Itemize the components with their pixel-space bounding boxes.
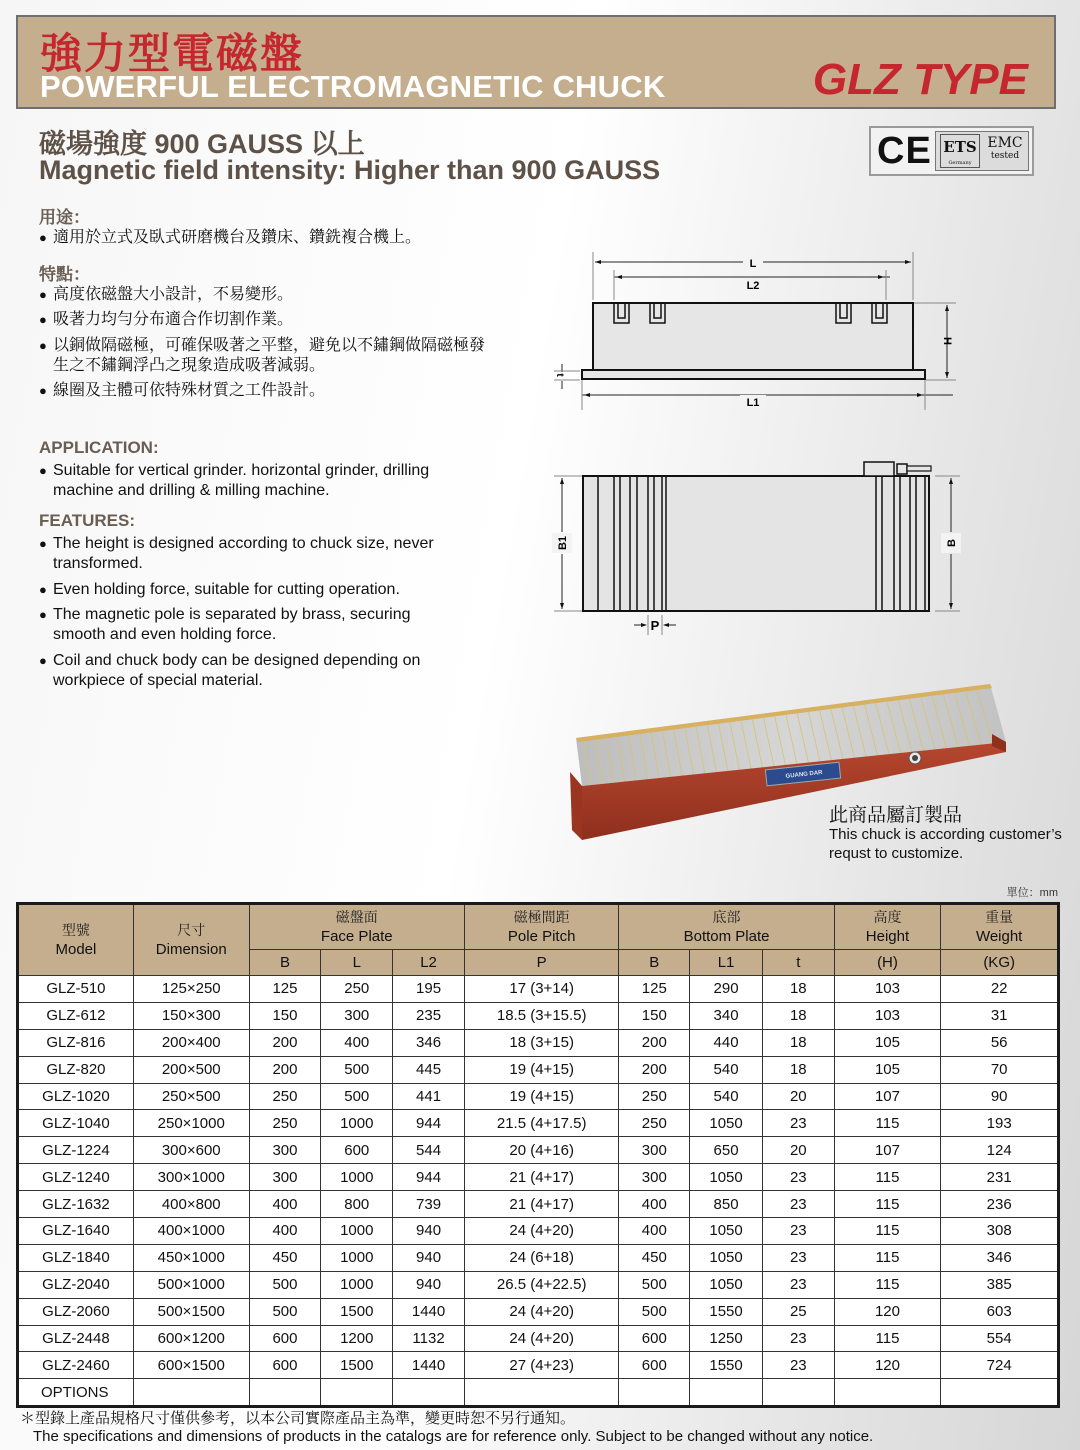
table-row	[18, 1110, 1059, 1137]
model-cell: GLZ-2060	[18, 1298, 134, 1325]
table-cell: 250	[619, 1110, 690, 1137]
table-cell	[133, 1379, 249, 1407]
table-cell: 124	[941, 1137, 1059, 1164]
table-cell: 600	[619, 1325, 690, 1352]
table-cell: 300	[619, 1137, 690, 1164]
table-cell: 739	[393, 1191, 465, 1218]
table-cell: 200×400	[133, 1029, 249, 1056]
gauss-en: Magnetic field intensity: Higher than 900 GAUSS	[39, 155, 661, 185]
table-cell: 200×500	[133, 1056, 249, 1083]
features-zh-item: ● 高度依磁盤大小設計，不易變形。	[39, 285, 513, 305]
sub-header-cell: L1	[690, 950, 763, 976]
table-cell: 115	[834, 1164, 941, 1191]
table-cell: 1000	[321, 1271, 393, 1298]
table-cell: 544	[393, 1137, 465, 1164]
sub-header-cell: L	[321, 950, 393, 976]
table-cell: 500	[619, 1298, 690, 1325]
table-cell: 944	[393, 1164, 465, 1191]
table-cell: 115	[834, 1191, 941, 1218]
table-cell: 940	[393, 1218, 465, 1245]
table-cell: 600	[249, 1352, 321, 1379]
table-cell: 1200	[321, 1325, 393, 1352]
table-cell: 944	[393, 1110, 465, 1137]
title-en: POWERFUL ELECTROMAGNETIC CHUCK	[40, 69, 666, 104]
table-cell: 20	[762, 1137, 834, 1164]
col-header-bottom-plate: 底部 Bottom Plate	[619, 904, 834, 950]
table-cell	[762, 1379, 834, 1407]
table-cell: 1000	[321, 1218, 393, 1245]
ce-mark-icon: CE	[877, 130, 932, 172]
model-cell: GLZ-1020	[18, 1083, 134, 1110]
table-cell: 56	[941, 1029, 1059, 1056]
table-cell: 1500	[321, 1352, 393, 1379]
chuck-body-side	[593, 303, 913, 370]
col-header-dimension: 尺寸 Dimension	[133, 904, 249, 976]
table-cell: 290	[690, 976, 763, 1003]
table-cell: 850	[690, 1191, 763, 1218]
table-cell: 800	[321, 1191, 393, 1218]
table-row	[18, 1164, 1059, 1191]
table-cell: 115	[834, 1244, 941, 1271]
table-cell: 450×1000	[133, 1244, 249, 1271]
top-view-diagram	[540, 450, 980, 650]
table-cell: 115	[834, 1218, 941, 1245]
table-cell: 1000	[321, 1244, 393, 1271]
table-cell: 200	[249, 1056, 321, 1083]
table-cell: 250	[619, 1083, 690, 1110]
features-zh-item: ● 以銅做隔磁極，可確保吸著之平整，避免以不鏽鋼做隔磁極發生之不鏽鋼浮凸之現象造成吸著減弱。	[39, 336, 485, 376]
table-cell: 236	[941, 1191, 1059, 1218]
unit-label: 單位：mm	[1006, 887, 1058, 899]
table-cell: 18.5 (3+15.5)	[464, 1002, 618, 1029]
table-cell: 25	[762, 1298, 834, 1325]
table-cell: 193	[941, 1110, 1059, 1137]
col-header-weight: 重量 Weight	[941, 904, 1059, 950]
emc-logo-icon	[984, 135, 1026, 161]
table-row	[18, 1352, 1059, 1379]
table-cell: 1050	[690, 1218, 763, 1245]
table-cell: 1132	[393, 1325, 465, 1352]
features-en-heading: FEATURES:	[39, 511, 136, 530]
sub-header-cell: B	[619, 950, 690, 976]
spec-table	[16, 902, 1060, 1408]
chuck-face-top	[583, 476, 929, 611]
table-cell: 105	[834, 1029, 941, 1056]
table-cell: 250×1000	[133, 1110, 249, 1137]
table-cell: 107	[834, 1137, 941, 1164]
table-row	[18, 1083, 1059, 1110]
table-cell: 103	[834, 976, 941, 1003]
table-cell: 115	[834, 1325, 941, 1352]
table-cell: 400	[321, 1029, 393, 1056]
model-cell: GLZ-1224	[18, 1137, 134, 1164]
table-cell: 1440	[393, 1352, 465, 1379]
table-row	[18, 1298, 1059, 1325]
table-cell: 24 (6+18)	[464, 1244, 618, 1271]
table-cell: 500	[249, 1271, 321, 1298]
table-row	[18, 1002, 1059, 1029]
table-cell: 150	[249, 1002, 321, 1029]
table-cell	[834, 1379, 941, 1407]
table-cell	[941, 1379, 1059, 1407]
col-header-face-plate: 磁盤面 Face Plate	[249, 904, 464, 950]
table-cell: 115	[834, 1271, 941, 1298]
table-cell: 340	[690, 1002, 763, 1029]
table-cell: 20	[762, 1083, 834, 1110]
table-cell: 70	[941, 1056, 1059, 1083]
dim-label-L1: L1	[746, 397, 760, 409]
table-cell: 500×1500	[133, 1298, 249, 1325]
table-row	[18, 1056, 1059, 1083]
footnote-en: The specifications and dimensions of products in the catalogs are for reference only. Subject to be changed without any notice.	[33, 1428, 874, 1445]
table-cell: 18 (3+15)	[464, 1029, 618, 1056]
table-cell: 440	[690, 1029, 763, 1056]
ets-logo-icon	[940, 134, 980, 168]
dim-label-t: t	[554, 373, 565, 377]
table-cell: 235	[393, 1002, 465, 1029]
dim-label-L2: L2	[746, 280, 760, 292]
table-cell: 21 (4+17)	[464, 1164, 618, 1191]
table-cell: 250	[321, 976, 393, 1003]
sub-header-cell: t	[762, 950, 834, 976]
table-row	[18, 1137, 1059, 1164]
table-cell: 125	[619, 976, 690, 1003]
table-cell: 125	[249, 976, 321, 1003]
cable-icon	[907, 466, 931, 471]
model-cell: GLZ-1040	[18, 1110, 134, 1137]
table-cell: 554	[941, 1325, 1059, 1352]
table-row	[18, 1029, 1059, 1056]
ets-emc-badge	[935, 131, 1029, 171]
table-cell: 23	[762, 1191, 834, 1218]
table-cell: 19 (4+15)	[464, 1083, 618, 1110]
table-cell: 26.5 (4+22.5)	[464, 1271, 618, 1298]
table-cell: 231	[941, 1164, 1059, 1191]
table-cell: 600×1500	[133, 1352, 249, 1379]
table-cell: 1250	[690, 1325, 763, 1352]
table-cell: 600	[249, 1325, 321, 1352]
col-header-model: 型號 Model	[18, 904, 134, 976]
table-cell: 24 (4+20)	[464, 1325, 618, 1352]
table-cell	[321, 1379, 393, 1407]
side-view-diagram	[540, 240, 980, 420]
model-cell: GLZ-2448	[18, 1325, 134, 1352]
emc-label: EMC	[987, 135, 1023, 151]
table-cell: 400	[249, 1191, 321, 1218]
certification-badges	[869, 126, 1034, 176]
table-cell: 18	[762, 976, 834, 1003]
table-cell: 400	[249, 1218, 321, 1245]
table-cell: 103	[834, 1002, 941, 1029]
table-cell: 600×1200	[133, 1325, 249, 1352]
table-cell: 120	[834, 1298, 941, 1325]
table-cell	[393, 1379, 465, 1407]
table-cell: 300	[249, 1164, 321, 1191]
ets-label: ETS	[943, 138, 977, 156]
table-cell: 20 (4+16)	[464, 1137, 618, 1164]
table-cell: 200	[619, 1029, 690, 1056]
table-cell: 940	[393, 1244, 465, 1271]
features-zh-item: ● 吸著力均勻分布適合作切割作業。	[39, 310, 513, 330]
table-cell: 24 (4+20)	[464, 1218, 618, 1245]
table-cell: 250	[249, 1083, 321, 1110]
table-cell: 23	[762, 1352, 834, 1379]
table-cell: 200	[619, 1056, 690, 1083]
table-cell: 600	[321, 1137, 393, 1164]
table-cell: 115	[834, 1110, 941, 1137]
emc-sub-label: tested	[990, 151, 1020, 161]
table-cell: 500	[249, 1298, 321, 1325]
application-en-heading: APPLICATION:	[39, 438, 159, 457]
sub-header-cell: L2	[393, 950, 465, 976]
table-cell	[464, 1379, 618, 1407]
switch-box-icon	[864, 462, 894, 476]
table-cell: 1550	[690, 1298, 763, 1325]
features-en-item: ● Even holding force, suitable for cutting operation.	[39, 580, 483, 600]
footnote-zh: ＊型錄上產品規格尺寸僅供參考，以本公司實際產品主為準，變更時恕不另行通知。	[20, 1410, 576, 1427]
usage-zh-item: ● 適用於立式及臥式研磨機台及鑽床、鑽銑複合機上。	[39, 228, 513, 248]
sub-header-cell: P	[464, 950, 618, 976]
table-cell: 195	[393, 976, 465, 1003]
table-cell: 1050	[690, 1110, 763, 1137]
table-cell: 23	[762, 1271, 834, 1298]
table-cell: 500×1000	[133, 1271, 249, 1298]
model-cell: GLZ-2040	[18, 1271, 134, 1298]
usage-zh-heading: 用途：	[39, 208, 90, 227]
model-cell: GLZ-1240	[18, 1164, 134, 1191]
table-cell: 308	[941, 1218, 1059, 1245]
model-cell: GLZ-816	[18, 1029, 134, 1056]
table-cell: 1500	[321, 1298, 393, 1325]
table-cell: 385	[941, 1271, 1059, 1298]
table-cell: 23	[762, 1164, 834, 1191]
model-cell: GLZ-510	[18, 976, 134, 1003]
table-cell: 21.5 (4+17.5)	[464, 1110, 618, 1137]
dim-label-B1: B1	[557, 535, 569, 551]
table-cell: 125×250	[133, 976, 249, 1003]
col-header-height: 高度 Height	[834, 904, 941, 950]
table-cell: 250×500	[133, 1083, 249, 1110]
table-cell: 441	[393, 1083, 465, 1110]
table-cell: 300	[619, 1164, 690, 1191]
gauss-zh: 磁場強度 900 GAUSS 以上	[39, 129, 365, 159]
custom-order-caption-zh: 此商品屬訂製品	[829, 805, 963, 826]
features-zh-heading: 特點：	[39, 265, 90, 284]
table-cell: 445	[393, 1056, 465, 1083]
table-cell	[619, 1379, 690, 1407]
table-cell: 724	[941, 1352, 1059, 1379]
table-cell: 105	[834, 1056, 941, 1083]
type-label: GLZ TYPE	[812, 55, 1028, 104]
table-cell: 346	[941, 1244, 1059, 1271]
table-row	[18, 1325, 1059, 1352]
table-row	[18, 1191, 1059, 1218]
table-cell: 1000	[321, 1164, 393, 1191]
table-cell: 1050	[690, 1271, 763, 1298]
table-row	[18, 1244, 1059, 1271]
dim-label-L: L	[749, 258, 757, 270]
table-cell	[690, 1379, 763, 1407]
table-cell: 600	[619, 1352, 690, 1379]
table-cell: 1000	[321, 1110, 393, 1137]
table-cell: 24 (4+20)	[464, 1298, 618, 1325]
dim-label-P: P	[650, 618, 660, 633]
table-cell: 540	[690, 1056, 763, 1083]
table-cell: 150×300	[133, 1002, 249, 1029]
table-cell: 21 (4+17)	[464, 1191, 618, 1218]
table-row	[18, 1271, 1059, 1298]
table-cell: 120	[834, 1352, 941, 1379]
table-cell: 18	[762, 1029, 834, 1056]
table-cell: 1050	[690, 1244, 763, 1271]
sub-header-cell: (H)	[834, 950, 941, 976]
sub-header-cell: B	[249, 950, 321, 976]
table-cell: 603	[941, 1298, 1059, 1325]
table-row	[18, 1218, 1059, 1245]
table-cell: 23	[762, 1110, 834, 1137]
table-row	[18, 1379, 1059, 1407]
features-en-item: ● The height is designed according to chuck size, never transformed.	[39, 534, 483, 574]
table-cell: 23	[762, 1218, 834, 1245]
table-cell: 346	[393, 1029, 465, 1056]
table-cell: 200	[249, 1029, 321, 1056]
table-cell	[249, 1379, 321, 1407]
table-cell: 1440	[393, 1298, 465, 1325]
table-cell: 150	[619, 1002, 690, 1029]
model-cell: GLZ-1840	[18, 1244, 134, 1271]
table-cell: 18	[762, 1056, 834, 1083]
nameplate-text: GUANG DAR	[785, 769, 823, 780]
table-cell: 19 (4+15)	[464, 1056, 618, 1083]
model-cell: GLZ-1640	[18, 1218, 134, 1245]
table-cell: 540	[690, 1083, 763, 1110]
table-cell: 400×1000	[133, 1218, 249, 1245]
ets-sub-label: Germany	[948, 160, 972, 166]
col-header-pole-pitch: 磁極間距 Pole Pitch	[464, 904, 618, 950]
features-en-item: ● Coil and chuck body can be designed depending on workpiece of special material.	[39, 651, 483, 691]
table-cell: 300	[321, 1002, 393, 1029]
table-cell: 17 (3+14)	[464, 976, 618, 1003]
table-cell: 500	[321, 1083, 393, 1110]
table-cell: 250	[249, 1110, 321, 1137]
table-cell: 450	[619, 1244, 690, 1271]
table-cell: 300	[249, 1137, 321, 1164]
table-row	[18, 976, 1059, 1003]
title-zh: 強力型電磁盤	[40, 29, 305, 78]
bottom-plate-side	[582, 370, 925, 379]
table-cell: 31	[941, 1002, 1059, 1029]
table-cell: 400×800	[133, 1191, 249, 1218]
table-cell: 27 (4+23)	[464, 1352, 618, 1379]
table-cell: 1550	[690, 1352, 763, 1379]
table-cell: 107	[834, 1083, 941, 1110]
custom-order-caption-en: This chuck is according customer’s requst to customize.	[829, 826, 1062, 862]
table-cell: 650	[690, 1137, 763, 1164]
dim-label-H: H	[941, 337, 953, 345]
table-cell: 23	[762, 1325, 834, 1352]
table-cell: 23	[762, 1244, 834, 1271]
table-cell: 500	[619, 1271, 690, 1298]
application-en-item: ● Suitable for vertical grinder. horizontal grinder, drilling machine and drilling & milling machine.	[39, 461, 483, 501]
header-band	[16, 15, 1056, 109]
table-cell: 90	[941, 1083, 1059, 1110]
table-cell: 1050	[690, 1164, 763, 1191]
table-cell: 300×1000	[133, 1164, 249, 1191]
model-cell: OPTIONS	[18, 1379, 134, 1407]
model-cell: GLZ-1632	[18, 1191, 134, 1218]
dim-label-B: B	[946, 539, 958, 547]
sub-header-cell: (KG)	[941, 950, 1059, 976]
table-cell: 22	[941, 976, 1059, 1003]
table-cell: 300×600	[133, 1137, 249, 1164]
table-cell: 450	[249, 1244, 321, 1271]
model-cell: GLZ-612	[18, 1002, 134, 1029]
table-cell: 400	[619, 1218, 690, 1245]
features-en-item: ● The magnetic pole is separated by brass, securing smooth and even holding force.	[39, 605, 463, 645]
table-cell: 940	[393, 1271, 465, 1298]
features-zh-item: ● 線圈及主體可依特殊材質之工件設計。	[39, 381, 513, 401]
model-cell: GLZ-2460	[18, 1352, 134, 1379]
table-cell: 400	[619, 1191, 690, 1218]
model-cell: GLZ-820	[18, 1056, 134, 1083]
table-cell: 500	[321, 1056, 393, 1083]
table-cell: 18	[762, 1002, 834, 1029]
